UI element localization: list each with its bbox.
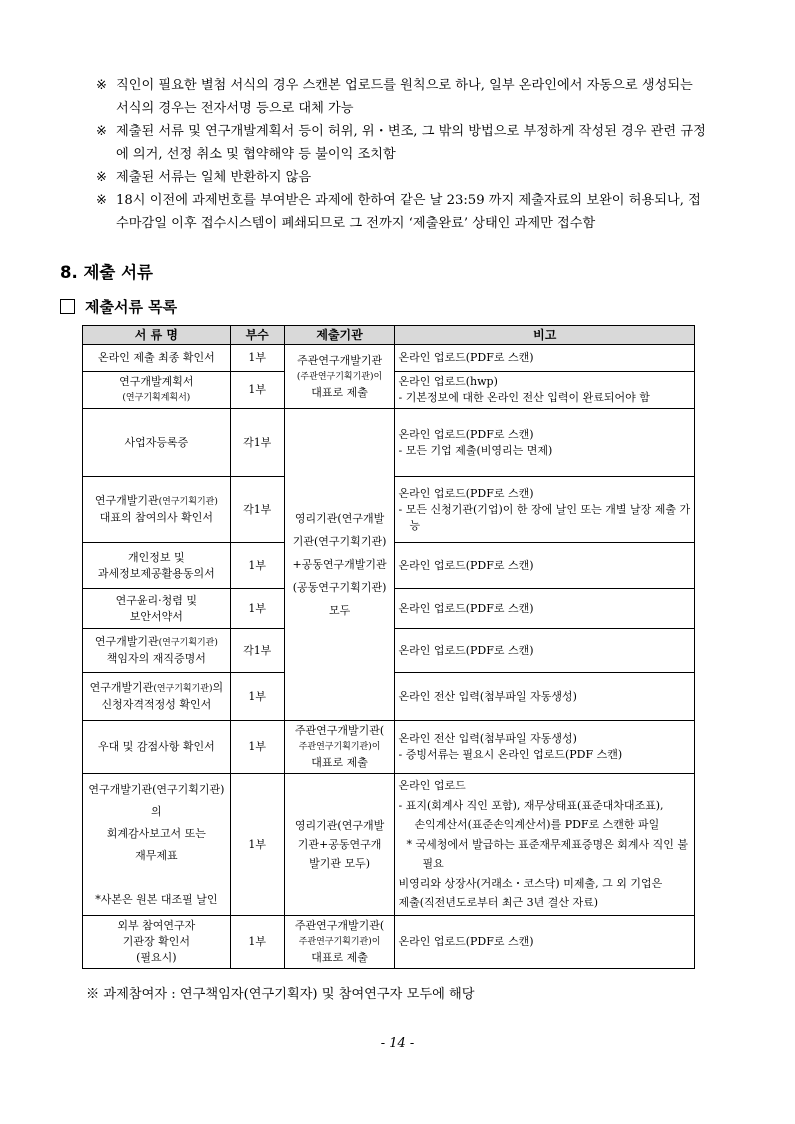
doc-note bbox=[395, 774, 695, 916]
sub-title-text: 제출서류 목록 bbox=[85, 298, 178, 316]
table-row bbox=[83, 345, 695, 372]
documents-table bbox=[82, 325, 695, 969]
doc-note bbox=[395, 589, 695, 629]
doc-copies: 각1부 bbox=[230, 477, 284, 543]
doc-name bbox=[83, 629, 231, 673]
table-row bbox=[83, 916, 695, 969]
doc-name bbox=[83, 543, 231, 589]
page-number: - 14 - bbox=[380, 1036, 415, 1051]
note-item bbox=[96, 166, 706, 189]
note-line: 온라인 전산 입력(첨부파일 자동생성) bbox=[398, 689, 577, 703]
name-line: 신청자격적정성 확인서 bbox=[101, 698, 212, 711]
note-line: 온라인 업로드(PDF로 스캔) bbox=[398, 486, 534, 500]
name-line: 재무제표 bbox=[135, 848, 178, 862]
doc-note bbox=[395, 629, 695, 673]
name-line: *사본은 원본 대조필 날인 bbox=[95, 892, 218, 906]
doc-note bbox=[395, 477, 695, 543]
sub-title bbox=[60, 296, 177, 317]
note-line: - 모든 신청기관(기업)이 한 장에 날인 또는 개별 날장 제출 가능 bbox=[398, 502, 691, 532]
name-line: 과세정보제공활용동의서 bbox=[97, 566, 215, 580]
column-header: 서 류 명 bbox=[83, 326, 231, 345]
name-line: 연구개발기관 bbox=[94, 494, 159, 507]
name-line: 보안서약서 bbox=[129, 609, 183, 623]
doc-name bbox=[83, 589, 231, 629]
doc-name: 사업자등록증 bbox=[83, 409, 231, 477]
name-line: 연구윤리·청렴 및 bbox=[115, 593, 198, 607]
org-line: 모두 bbox=[328, 604, 351, 617]
note-mark: ※ bbox=[96, 78, 108, 93]
doc-note bbox=[395, 673, 695, 721]
column-header: 비고 bbox=[395, 326, 695, 345]
org-line: (주관연구기획기관)이 bbox=[296, 371, 383, 382]
table-row bbox=[83, 774, 695, 916]
note-text: 18시 이전에 과제번호를 부여받은 과제에 한하여 같은 날 23:59 까지 제출자료의 보완이 허용되나, 접수마감일 이후 접수시스템이 폐쇄되므로 그 전까지 ‘제출완료’ 상태인 과제만 접수함 bbox=[116, 193, 701, 231]
name-line: 개인정보 및 bbox=[128, 550, 185, 564]
org-line: 영리기관(연구개발 bbox=[294, 819, 385, 832]
org-line: (공동연구기획기관) bbox=[292, 581, 387, 594]
submitting-org bbox=[284, 721, 395, 774]
name-line: (연구기획기관) bbox=[158, 497, 218, 507]
name-line: (연구기획계획서) bbox=[122, 393, 191, 403]
doc-copies: 1부 bbox=[230, 543, 284, 589]
table-row bbox=[83, 721, 695, 774]
name-line: 외부 참여연구자 bbox=[117, 919, 196, 932]
name-line: 회계감사보고서 또는 bbox=[106, 826, 206, 840]
note-item bbox=[96, 120, 706, 166]
column-header: 제출기관 bbox=[284, 326, 395, 345]
doc-copies: 1부 bbox=[230, 345, 284, 372]
doc-copies: 1부 bbox=[230, 673, 284, 721]
note-line: 온라인 업로드(PDF로 스캔) bbox=[398, 427, 534, 441]
name-line: (연구기획기관) bbox=[153, 684, 213, 694]
org-line: 주관연구기획기관)이 bbox=[298, 742, 381, 752]
column-header: 부수 bbox=[230, 326, 284, 345]
name-line: 책임자의 재직증명서 bbox=[106, 652, 206, 665]
submitting-org bbox=[284, 916, 395, 969]
doc-copies: 1부 bbox=[230, 774, 284, 916]
note-text: 직인이 필요한 별첨 서식의 경우 스캔본 업로드를 원칙으로 하나, 일부 온라인에서 자동으로 생성되는 서식의 경우는 전자서명 등으로 대체 가능 bbox=[116, 78, 693, 116]
doc-name: 온라인 제출 최종 확인서 bbox=[83, 345, 231, 372]
doc-note bbox=[395, 409, 695, 477]
name-line: 연구개발기관 bbox=[89, 681, 154, 694]
note-mark: ※ bbox=[96, 124, 108, 139]
doc-note bbox=[395, 372, 695, 409]
table-row bbox=[83, 409, 695, 477]
doc-note bbox=[395, 916, 695, 969]
doc-copies: 1부 bbox=[230, 721, 284, 774]
note-line: 온라인 업로드 bbox=[398, 779, 466, 793]
note-line: - 증빙서류는 필요시 온라인 업로드(PDF 스캔) bbox=[398, 748, 623, 761]
note-line: 온라인 업로드(PDF로 스캔) bbox=[398, 351, 534, 364]
doc-note bbox=[395, 345, 695, 372]
org-line: 영리기관(연구개발 bbox=[294, 512, 385, 525]
note-line: 온라인 전산 입력(첨부파일 자동생성) bbox=[398, 732, 577, 745]
note-line: * 국세청에서 발급하는 표준재무제표증명은 회계사 직인 불필요 bbox=[406, 837, 688, 871]
notes-list bbox=[96, 74, 706, 235]
note-line: 온라인 업로드(hwp) bbox=[398, 375, 498, 388]
doc-name bbox=[83, 774, 231, 916]
note-line: 비영리와 상장사(거래소・코스닥) 미제출, 그 외 기업은 bbox=[398, 876, 663, 890]
org-line: 주관연구개발기관( bbox=[294, 919, 385, 932]
doc-name bbox=[83, 477, 231, 543]
note-line: - 기본정보에 대한 온라인 전산 입력이 완료되어야 함 bbox=[398, 391, 650, 404]
org-line: 주관연구기획기관)이 bbox=[298, 937, 381, 947]
footnote: ※ 과제참여자 : 연구책임자(연구기획자) 및 참여연구자 모두에 해당 bbox=[86, 987, 475, 1002]
note-line: 온라인 업로드(PDF로 스캔) bbox=[398, 643, 534, 657]
doc-note bbox=[395, 543, 695, 589]
org-line: 주관연구개발기관 bbox=[297, 353, 383, 367]
org-line: 대표로 제출 bbox=[311, 385, 368, 399]
note-line: - 표지(회계사 직인 포함), 재무상태표(표준대차대조표), bbox=[398, 798, 664, 812]
note-text: 제출된 서류는 일체 반환하지 않음 bbox=[116, 170, 312, 185]
doc-name bbox=[83, 372, 231, 409]
note-mark: ※ bbox=[96, 193, 108, 208]
doc-copies: 1부 bbox=[230, 589, 284, 629]
doc-name bbox=[83, 673, 231, 721]
name-line: 연구개발계획서 bbox=[119, 375, 194, 388]
submitting-org bbox=[284, 409, 395, 721]
doc-copies: 1부 bbox=[230, 372, 284, 409]
org-line: 대표로 제출 bbox=[311, 756, 368, 769]
note-line: 온라인 업로드(PDF로 스캔) bbox=[398, 558, 534, 572]
note-line: 온라인 업로드(PDF로 스캔) bbox=[398, 935, 534, 948]
org-line: 주관연구개발기관( bbox=[294, 724, 385, 737]
note-mark: ※ bbox=[96, 170, 108, 185]
submitting-org bbox=[284, 774, 395, 916]
doc-name bbox=[83, 916, 231, 969]
note-item bbox=[96, 189, 706, 235]
name-line: 연구개발기관(연구기획기관)의 bbox=[88, 782, 225, 818]
org-line: 대표로 제출 bbox=[311, 951, 368, 964]
submitting-org bbox=[284, 345, 395, 409]
name-line: 의 bbox=[212, 681, 224, 694]
org-line: 발기관 모두) bbox=[309, 857, 371, 870]
doc-copies: 각1부 bbox=[230, 629, 284, 673]
doc-note bbox=[395, 721, 695, 774]
note-line: 온라인 업로드(PDF로 스캔) bbox=[398, 601, 534, 615]
name-line: (필요시) bbox=[136, 951, 177, 964]
table-header-row bbox=[83, 326, 695, 345]
doc-copies: 1부 bbox=[230, 916, 284, 969]
org-line: +공동연구개발기관 bbox=[292, 558, 387, 571]
checkbox-square-icon bbox=[60, 299, 75, 314]
doc-copies: 각1부 bbox=[230, 409, 284, 477]
note-item bbox=[96, 74, 706, 120]
org-line: 기관(연구기획기관) bbox=[292, 535, 387, 548]
section-title: 8. 제출 서류 bbox=[60, 263, 153, 282]
name-line: (연구기획기관) bbox=[158, 638, 218, 648]
name-line: 대표의 참여의사 확인서 bbox=[99, 511, 213, 524]
note-line: 제출(직전년도로부터 최근 3년 결산 자료) bbox=[398, 896, 599, 910]
name-line: 연구개발기관 bbox=[94, 635, 159, 648]
org-line: 기관+공동연구개 bbox=[297, 838, 382, 851]
name-line: 기관장 확인서 bbox=[122, 935, 190, 948]
note-text: 제출된 서류 및 연구개발계획서 등이 허위, 위・변조, 그 밖의 방법으로 부정하게 작성된 경우 관련 규정에 의거, 선정 취소 및 협약해약 등 불이익 조치함 bbox=[116, 124, 706, 162]
note-line: 손익계산서(표준손익계산서)를 PDF로 스캔한 파일 bbox=[414, 818, 660, 832]
doc-name: 우대 및 감점사항 확인서 bbox=[83, 721, 231, 774]
note-line: - 모든 기업 제출(비영리는 면제) bbox=[398, 443, 553, 457]
